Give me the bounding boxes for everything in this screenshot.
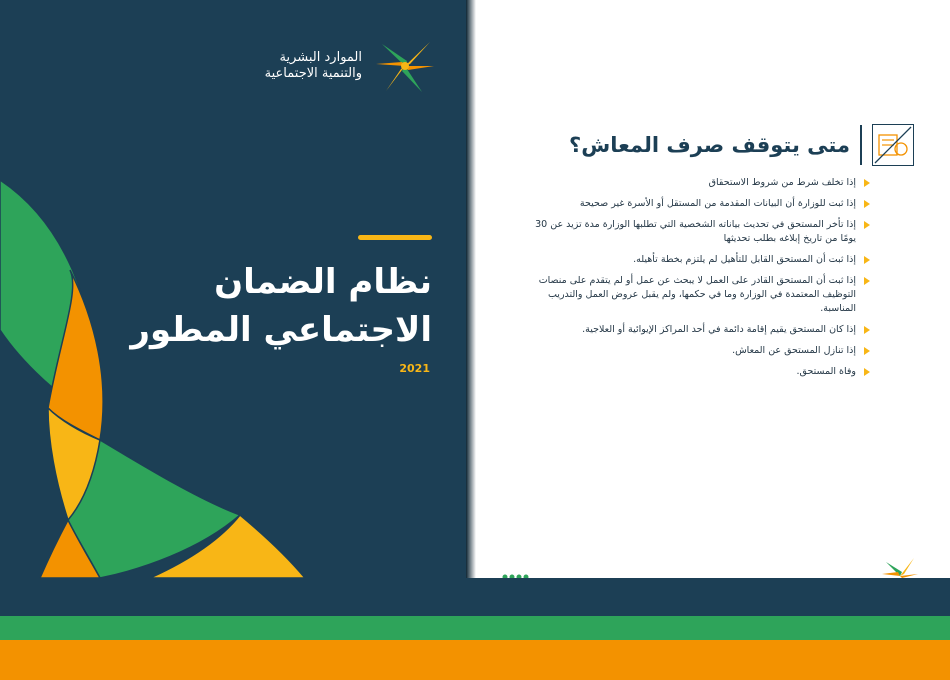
bullet-icon: [864, 256, 870, 264]
conditions-list: [530, 176, 870, 386]
list-item: [530, 344, 870, 358]
list-item-text: إذا ثبت أن المستحق القابل للتأهيل لم يلتزم بخطة تأهيله.: [633, 254, 856, 265]
list-item: [530, 323, 870, 337]
bullet-icon: [864, 347, 870, 355]
list-item-text: إذا كان المستحق يقيم إقامة دائمة في أحد المراكز الإيوائية أو العلاجية.: [582, 324, 856, 335]
title-accent-bar: [358, 235, 432, 240]
heading-divider: [860, 125, 862, 165]
ministry-logo: [265, 36, 438, 96]
list-item: [530, 274, 870, 316]
list-item: [530, 218, 870, 246]
cover-title: [52, 258, 432, 354]
bottom-stripe-navy: [0, 578, 950, 616]
logo-line-1: الموارد البشرية: [279, 50, 362, 65]
bullet-icon: [864, 368, 870, 376]
bullet-icon: [864, 326, 870, 334]
bottom-stripe-green: [0, 616, 950, 640]
list-item: [530, 176, 870, 190]
cover-title-line-1: نظام الضمان: [214, 262, 432, 302]
list-item-text: إذا ثبت للوزارة أن البيانات المقدمة من المستقل أو الأسرة غير صحيحة: [579, 198, 856, 209]
stop-payment-icon: [872, 124, 914, 166]
list-item-text: إذا تخلف شرط من شروط الاستحقاق: [708, 177, 856, 188]
bullet-icon: [864, 179, 870, 187]
list-item-text: إذا تنازل المستحق عن المعاش.: [732, 345, 856, 356]
list-item: [530, 365, 870, 379]
cover-year: 2021: [399, 362, 430, 375]
cover-page: [0, 0, 468, 578]
footer-palm-icon: [880, 556, 920, 578]
bullet-icon: [864, 277, 870, 285]
list-item: [530, 197, 870, 211]
ministry-name: [265, 50, 362, 82]
content-page: [476, 0, 950, 578]
heading-title: متى يتوقف صرف المعاش؟: [569, 133, 850, 157]
list-item: [530, 253, 870, 267]
list-item-text: إذا ثبت أن المستحق القادر على العمل لا يبحث عن عمل أو لم يتقدم على منصات التوظيف المعتمدة في الوزارة وما في حكمها، ولم يقبل عروض العمل والتدريب المناسبة.: [538, 275, 856, 314]
cover-title-line-2: الاجتماعي المطور: [130, 310, 432, 350]
bullet-icon: [864, 200, 870, 208]
bottom-stripe-orange: [0, 640, 950, 680]
palm-logo-icon: [372, 36, 438, 96]
section-heading: [569, 124, 914, 166]
page-spine: [466, 0, 476, 578]
bullet-icon: [864, 221, 870, 229]
logo-line-2: والتنمية الاجتماعية: [264, 66, 362, 81]
list-item-text: وفاة المستحق.: [796, 366, 856, 377]
list-item-text: إذا تأخر المستحق في تحديث بياناته الشخصية التي تطلبها الوزارة مدة تزيد عن 30 يومًا من تاريخ إبلاغه بطلب تحديثها: [535, 219, 856, 244]
